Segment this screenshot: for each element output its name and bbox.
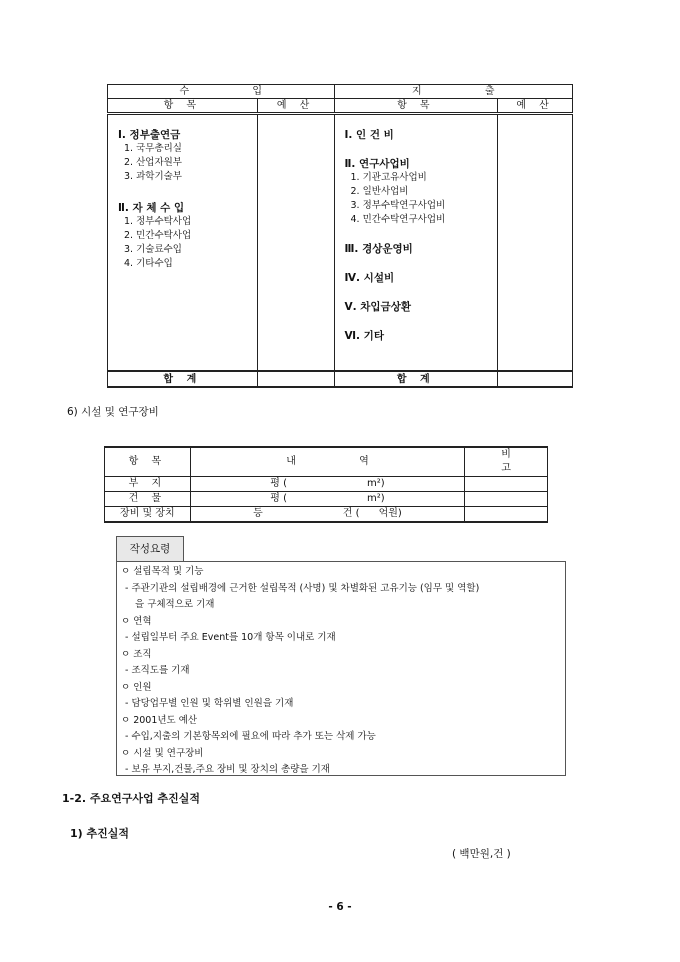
- guide-line: - 수입,지출의 기본항목외에 필요에 따라 추가 또는 삭제 가능: [125, 731, 376, 742]
- group-title: Ⅱ. 연구사업비: [344, 158, 410, 170]
- detail-b: m²): [367, 478, 385, 489]
- expense-items: [335, 129, 498, 343]
- group-item: 1. 정부수탁사업: [124, 216, 192, 227]
- col-budget: 예 산: [257, 99, 334, 114]
- guide-line: - 조직도를 기재: [125, 665, 190, 676]
- detail-a: 평 (: [270, 478, 288, 489]
- group-item: 3. 정부수탁연구사업비: [350, 200, 446, 211]
- heading-1: 1) 추진실적: [70, 827, 130, 840]
- detail-a: 평 (: [270, 493, 288, 504]
- note-cell[interactable]: [465, 477, 548, 492]
- expense-total-label: 합 계: [334, 371, 498, 387]
- group-item: 1. 국무총리실: [124, 143, 182, 154]
- guide-line: ㅇ 설립목적 및 기능: [121, 566, 204, 577]
- table-row: [105, 492, 548, 507]
- col-item: 항 목: [334, 99, 498, 114]
- group-title: Ⅴ. 차입금상환: [344, 301, 411, 313]
- guide-line: - 담당업무별 인원 및 학위별 인원을 기재: [125, 698, 294, 709]
- budget-table: [107, 84, 573, 388]
- row-item: 부 지: [105, 477, 191, 492]
- group-item: 2. 산업자원부: [124, 157, 182, 168]
- guide-line: ㅇ 연혁: [121, 615, 152, 627]
- guide-line: ㅇ 인원: [121, 681, 152, 693]
- income-budget-cell[interactable]: [257, 114, 334, 372]
- header-item: 항 목: [105, 447, 191, 477]
- section-6-title: 6) 시설 및 연구장비: [67, 406, 159, 418]
- guide-tab: 작성요령: [116, 536, 184, 562]
- note-cell[interactable]: [465, 507, 548, 523]
- group-title: Ⅵ. 기타: [344, 330, 384, 342]
- group-title: Ⅳ. 시설비: [344, 272, 395, 284]
- group-item: 1. 기관고유사업비: [350, 172, 427, 183]
- row-item: 장비 및 장치: [105, 507, 191, 523]
- guide-line: - 주관기관의 설립배경에 근거한 설립목적 (사명) 및 차별화된 고유기능 (임무 및 역할): [125, 582, 480, 594]
- group-title: Ⅲ. 경상운영비: [344, 243, 413, 255]
- income-items: [108, 129, 257, 271]
- group-item: 2. 민간수탁사업: [124, 230, 192, 241]
- guide-line: ㅇ 조직: [121, 648, 152, 660]
- guide-line: - 보유 부지,건물,주요 장비 및 장치의 총량을 기재: [125, 764, 330, 775]
- note-cell[interactable]: [465, 492, 548, 507]
- table-row: [105, 507, 548, 523]
- expense-budget-cell[interactable]: [498, 114, 573, 372]
- group-item: 3. 기술료수입: [124, 244, 182, 255]
- header-note: 비 고: [465, 447, 548, 477]
- guide-line: ㅇ 2001년도 예산: [121, 714, 198, 726]
- group-title: Ⅱ. 자 체 수 입: [118, 202, 185, 214]
- unit-note: ( 백만원,건 ): [452, 848, 511, 860]
- row-item: 건 물: [105, 492, 191, 507]
- col-budget: 예 산: [498, 99, 573, 114]
- facility-table: [104, 446, 548, 523]
- heading-1-2: 1-2. 주요연구사업 추진실적: [62, 792, 200, 805]
- expense-total-value[interactable]: [498, 371, 573, 387]
- income-header: 수 입: [108, 85, 335, 99]
- group-title: Ⅰ. 정부출연금: [118, 129, 181, 141]
- income-total-label: 합 계: [108, 371, 258, 387]
- income-total-value[interactable]: [257, 371, 334, 387]
- detail-b: 건 ( 억원): [342, 508, 402, 519]
- col-item: 항 목: [108, 99, 258, 114]
- page-number: - 6 -: [328, 901, 352, 913]
- detail-b: m²): [367, 493, 385, 504]
- group-item: 4. 기타수입: [124, 258, 173, 269]
- header-detail: 내 역: [190, 447, 464, 477]
- guide-line: - 설립일부터 주요 Event를 10개 항목 이내로 기재: [125, 632, 336, 643]
- detail-a: 등: [253, 508, 263, 519]
- table-row: [105, 477, 548, 492]
- group-item: 3. 과학기술부: [124, 171, 182, 182]
- group-item: 2. 일반사업비: [350, 186, 409, 197]
- guide-line: 을 구체적으로 기재: [135, 599, 215, 610]
- guide-box: [116, 561, 566, 776]
- group-title: Ⅰ. 인 건 비: [344, 129, 394, 141]
- guide-line: ㅇ 시설 및 연구장비: [121, 747, 204, 759]
- group-item: 4. 민간수탁연구사업비: [350, 214, 446, 225]
- expense-header: 지 출: [334, 85, 573, 99]
